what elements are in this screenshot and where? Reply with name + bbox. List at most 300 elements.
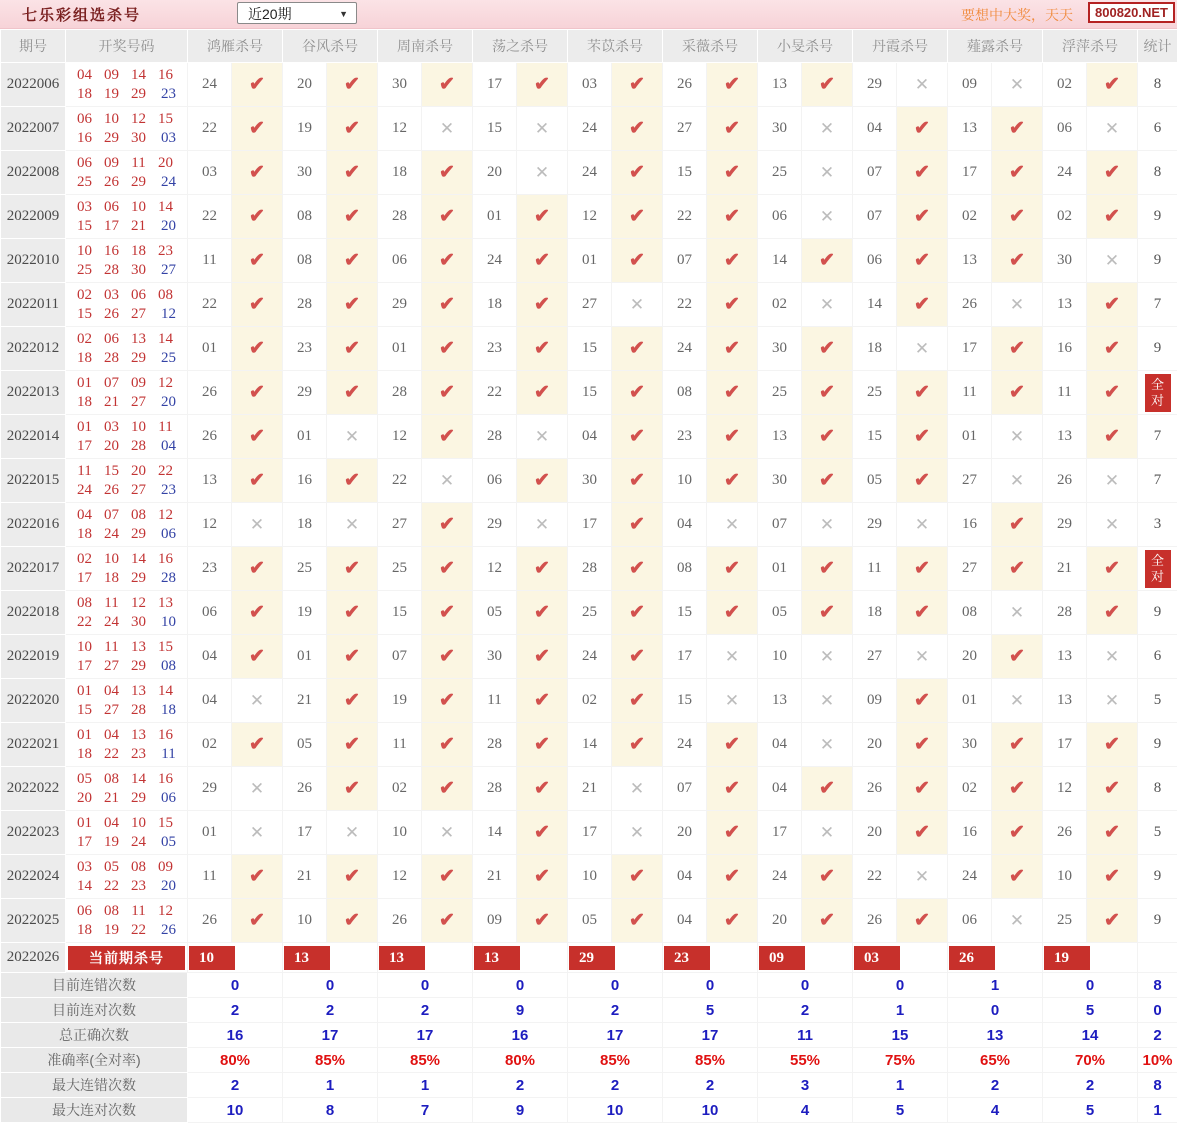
kill-mark-cell [612,679,663,723]
draw-number: 08 [98,902,125,921]
check-icon: ✔ [344,250,360,271]
page-title: 七乐彩组选杀号 [22,4,141,25]
summary-row [1,1073,1177,1098]
kill-number-cell: 17 [758,811,802,855]
period-range-value: 近20期 [248,6,292,22]
summary-label: 目前连错次数 [1,973,188,998]
table-row [1,283,1177,327]
kill-number-cell: 28 [378,371,422,415]
kill-number-cell: 20 [853,723,897,767]
draw-line-1 [71,418,182,437]
site-badge[interactable]: 800820.NET [1088,2,1175,23]
draw-number: 04 [71,66,98,85]
kill-number-cell: 01 [283,635,327,679]
kill-mark-cell [422,811,473,855]
kill-mark-cell [802,459,853,503]
kill-mark-cell [517,195,568,239]
kill-number-cell: 13 [758,679,802,723]
kill-number-cell: 09 [473,899,517,943]
kill-number-cell: 17 [473,63,517,107]
cross-icon: ✕ [820,207,834,226]
kill-mark-cell [232,899,283,943]
summary-value: 7 [378,1098,473,1123]
kill-mark-cell [802,195,853,239]
draw-numbers-cell [66,195,188,239]
summary-value: 8 [283,1098,378,1123]
draw-number: 23 [125,745,152,764]
kill-mark-cell [1087,547,1138,591]
cross-icon: ✕ [345,515,359,534]
check-icon: ✔ [534,250,550,271]
draw-number: 17 [71,437,98,456]
summary-value: 55% [758,1048,853,1073]
draw-line-2 [71,569,182,588]
draw-line-2 [71,613,182,632]
check-icon: ✔ [629,118,645,139]
draw-number: 29 [125,173,152,192]
special-number: 03 [155,129,182,148]
check-icon: ✔ [439,558,455,579]
kill-number-cell: 29 [378,283,422,327]
draw-number: 15 [152,638,179,657]
kill-number-cell: 07 [378,635,422,679]
special-number: 24 [155,173,182,192]
kill-number-cell: 29 [473,503,517,547]
kill-mark-cell [992,723,1043,767]
kill-mark-cell [802,63,853,107]
kill-mark-cell [327,855,378,899]
draw-number: 14 [71,877,98,896]
kill-number-cell: 29 [188,767,232,811]
kill-mark-cell [897,723,948,767]
draw-line-1 [71,726,182,745]
kill-mark-cell [897,635,948,679]
kill-table [0,29,1177,1123]
kill-mark-cell [897,151,948,195]
check-icon: ✔ [724,74,740,95]
kill-number-cell: 23 [283,327,327,371]
stat-cell: 9 [1138,899,1177,943]
kill-number-cell: 26 [853,767,897,811]
check-icon: ✔ [1104,778,1120,799]
draw-number: 29 [125,789,152,808]
kill-mark-cell [422,151,473,195]
stat-cell: 3 [1138,503,1177,547]
kill-mark-cell [992,635,1043,679]
kill-number-cell: 25 [758,151,802,195]
check-icon: ✔ [344,602,360,623]
kill-mark-cell [802,283,853,327]
kill-mark-cell [1087,239,1138,283]
kill-mark-cell [992,679,1043,723]
check-icon: ✔ [439,162,455,183]
summary-value: 2 [283,998,378,1023]
current-kill-cell [378,943,473,973]
check-icon: ✔ [914,426,930,447]
kill-mark-cell [707,811,758,855]
period-cell: 2022014 [1,415,66,459]
draw-number: 18 [71,85,98,104]
kill-mark-cell [992,767,1043,811]
special-number: 26 [155,921,182,940]
kill-mark-cell [897,811,948,855]
kill-number-cell: 20 [663,811,707,855]
cross-icon: ✕ [1010,471,1024,490]
draw-line-1 [71,462,182,481]
check-icon: ✔ [534,822,550,843]
summary-stat: 8 [1138,1073,1177,1098]
check-icon: ✔ [629,426,645,447]
kill-mark-cell [232,415,283,459]
kill-mark-cell [422,899,473,943]
draw-number: 09 [152,858,179,877]
kill-mark-cell [897,503,948,547]
kill-mark-cell [612,503,663,547]
draw-number: 18 [71,393,98,412]
kill-number-cell: 25 [1043,899,1087,943]
draw-numbers-cell [66,811,188,855]
kill-number-cell: 14 [473,811,517,855]
kill-mark-cell [707,107,758,151]
kill-mark-cell [992,63,1043,107]
kill-number-cell: 19 [283,107,327,151]
period-cell: 2022008 [1,151,66,195]
kill-number-cell: 29 [853,63,897,107]
draw-number: 27 [98,657,125,676]
summary-value: 1 [378,1073,473,1098]
draw-line-1 [71,506,182,525]
draw-numbers-cell [66,503,188,547]
period-cell: 2022017 [1,547,66,591]
draw-line-2 [71,833,182,852]
draw-number: 08 [71,594,98,613]
kill-number-cell: 18 [283,503,327,547]
period-cell: 2022020 [1,679,66,723]
kill-number-cell: 27 [568,283,612,327]
period-cell: 2022018 [1,591,66,635]
draw-number: 26 [98,173,125,192]
kill-mark-cell [232,547,283,591]
kill-number-cell: 07 [758,503,802,547]
draw-number: 21 [125,217,152,236]
kill-mark-cell [422,283,473,327]
draw-number: 28 [98,261,125,280]
draw-line-2 [71,745,182,764]
draw-number: 13 [152,594,179,613]
check-icon: ✔ [1009,734,1025,755]
kill-number-cell: 10 [1043,855,1087,899]
current-kill-cell [568,943,663,973]
kill-mark-cell [802,767,853,811]
summary-value: 0 [568,973,663,998]
kill-number-cell: 11 [948,371,992,415]
draw-numbers-cell [66,767,188,811]
kill-mark-cell [422,547,473,591]
draw-line-1 [71,594,182,613]
kill-mark-cell [612,371,663,415]
kill-mark-cell [327,459,378,503]
summary-row [1,1098,1177,1123]
check-icon: ✔ [439,778,455,799]
draw-number: 02 [71,286,98,305]
kill-mark-cell [517,503,568,547]
column-header: 统计 [1138,30,1177,63]
check-icon: ✔ [534,74,550,95]
period-range-select[interactable] [237,2,357,24]
cross-icon: ✕ [725,515,739,534]
draw-line-1 [71,682,182,701]
cross-icon: ✕ [1105,251,1119,270]
cross-icon: ✕ [630,823,644,842]
kill-number-cell: 16 [948,503,992,547]
draw-number: 01 [71,682,98,701]
special-number: 06 [155,789,182,808]
kill-number-cell: 02 [948,195,992,239]
check-icon: ✔ [914,822,930,843]
table-row [1,723,1177,767]
special-number: 20 [155,877,182,896]
check-icon: ✔ [1009,514,1025,535]
cross-icon: ✕ [1105,691,1119,710]
kill-number-cell: 04 [758,767,802,811]
kill-mark-cell [1087,899,1138,943]
kill-number-cell: 10 [568,855,612,899]
check-icon: ✔ [439,514,455,535]
draw-line-2 [71,701,182,720]
stat-cell: 8 [1138,151,1177,195]
kill-number-cell: 15 [568,327,612,371]
draw-numbers-cell [66,107,188,151]
current-kill-cell [1043,943,1138,973]
kill-number-cell: 18 [473,283,517,327]
kill-number-cell: 19 [283,591,327,635]
kill-mark-cell [1087,811,1138,855]
draw-numbers-cell [66,459,188,503]
check-icon: ✔ [819,74,835,95]
check-icon: ✔ [629,74,645,95]
kill-mark-cell [707,679,758,723]
cross-icon: ✕ [1010,603,1024,622]
kill-number-cell: 20 [758,899,802,943]
cross-icon: ✕ [250,823,264,842]
kill-mark-cell [327,107,378,151]
stat-cell: 9 [1138,855,1177,899]
table-row [1,811,1177,855]
kill-mark-cell [707,239,758,283]
period-cell: 2022016 [1,503,66,547]
kill-number-cell: 21 [1043,547,1087,591]
draw-line-2 [71,437,182,456]
check-icon: ✔ [629,382,645,403]
kill-number-cell: 28 [283,283,327,327]
kill-number-cell: 13 [948,107,992,151]
kill-mark-cell [232,635,283,679]
kill-number-cell: 11 [1043,371,1087,415]
kill-mark-cell [897,63,948,107]
summary-value: 17 [378,1023,473,1048]
summary-value: 3 [758,1073,853,1098]
kill-mark-cell [517,283,568,327]
check-icon: ✔ [344,470,360,491]
draw-number: 04 [98,726,125,745]
kill-number-cell: 28 [1043,591,1087,635]
stat-cell: 9 [1138,327,1177,371]
kill-mark-cell [707,283,758,327]
kill-mark-cell [1087,591,1138,635]
summary-value: 0 [1043,973,1138,998]
table-row [1,547,1177,591]
check-icon: ✔ [914,206,930,227]
check-icon: ✔ [344,74,360,95]
draw-number: 24 [125,833,152,852]
check-icon: ✔ [914,382,930,403]
cross-icon: ✕ [820,691,834,710]
draw-number: 04 [98,814,125,833]
kill-mark-cell [232,151,283,195]
kill-mark-cell [517,151,568,195]
kill-number-cell: 13 [1043,283,1087,327]
kill-number-cell: 26 [188,415,232,459]
kill-number-cell: 28 [473,415,517,459]
draw-line-2 [71,789,182,808]
summary-value: 2 [188,1073,283,1098]
check-icon: ✔ [249,910,265,931]
kill-mark-cell [992,195,1043,239]
kill-mark-cell [232,283,283,327]
kill-number-cell: 26 [283,767,327,811]
current-period-row [1,943,1177,973]
kill-number-cell: 15 [378,591,422,635]
kill-number-cell: 20 [948,635,992,679]
kill-mark-cell [232,459,283,503]
kill-number-cell: 14 [568,723,612,767]
draw-number: 16 [152,66,179,85]
kill-mark-cell [992,239,1043,283]
kill-mark-cell [1087,459,1138,503]
draw-line-1 [71,198,182,217]
summary-value: 2 [948,1073,1043,1098]
kill-number-cell: 20 [473,151,517,195]
check-icon: ✔ [1009,646,1025,667]
column-header: 薤露杀号 [948,30,1043,63]
header-row [1,30,1177,63]
kill-number-cell: 08 [948,591,992,635]
kill-mark-cell [707,547,758,591]
kill-mark-cell [802,855,853,899]
period-cell: 2022025 [1,899,66,943]
kill-number-cell: 25 [568,591,612,635]
kill-number-cell: 22 [663,283,707,327]
draw-number: 22 [98,745,125,764]
promo-text: 要想中大奖，天天 [961,5,1073,25]
check-icon: ✔ [914,250,930,271]
kill-mark-cell [422,63,473,107]
draw-number: 07 [98,506,125,525]
draw-number: 08 [125,506,152,525]
kill-mark-cell [897,679,948,723]
kill-number-cell: 21 [473,855,517,899]
draw-number: 26 [98,305,125,324]
all-correct-char: 对 [1145,569,1171,585]
summary-value: 2 [378,998,473,1023]
check-icon: ✔ [724,470,740,491]
draw-number: 14 [125,770,152,789]
kill-number-cell: 10 [758,635,802,679]
kill-mark-cell [327,63,378,107]
draw-numbers-cell [66,855,188,899]
table-row [1,591,1177,635]
period-cell: 2022023 [1,811,66,855]
draw-number: 15 [71,701,98,720]
kill-number-cell: 10 [378,811,422,855]
check-icon: ✔ [439,74,455,95]
kill-number-cell: 22 [378,459,422,503]
kill-mark-cell [327,151,378,195]
cross-icon: ✕ [1010,75,1024,94]
period-cell: 2022022 [1,767,66,811]
kill-mark-cell [707,591,758,635]
summary-value: 2 [188,998,283,1023]
kill-number-cell: 27 [378,503,422,547]
cross-icon: ✕ [1105,647,1119,666]
kill-mark-cell [517,679,568,723]
draw-number: 05 [98,858,125,877]
draw-line-1 [71,66,182,85]
table-body [1,63,1177,1123]
kill-mark-cell [802,679,853,723]
draw-number: 22 [152,462,179,481]
check-icon: ✔ [1104,426,1120,447]
current-kill-cell [758,943,853,973]
kill-number-cell: 17 [283,811,327,855]
kill-mark-cell [612,327,663,371]
kill-number-cell: 11 [378,723,422,767]
column-header: 浮萍杀号 [1043,30,1138,63]
draw-number: 14 [152,682,179,701]
kill-number-cell: 22 [663,195,707,239]
kill-number-cell: 06 [758,195,802,239]
draw-number: 17 [98,217,125,236]
table-row [1,371,1177,415]
kill-mark-cell [422,459,473,503]
draw-number: 11 [98,638,125,657]
check-icon: ✔ [249,74,265,95]
check-icon: ✔ [439,602,455,623]
kill-mark-cell [612,855,663,899]
check-icon: ✔ [629,470,645,491]
kill-number-cell: 26 [188,371,232,415]
summary-row [1,1023,1177,1048]
draw-number: 03 [71,198,98,217]
table-row [1,239,1177,283]
check-icon: ✔ [439,250,455,271]
cross-icon: ✕ [440,823,454,842]
draw-number: 10 [98,110,125,129]
check-icon: ✔ [344,382,360,403]
summary-value: 16 [188,1023,283,1048]
kill-mark-cell [517,547,568,591]
kill-number-cell: 29 [1043,503,1087,547]
kill-mark-cell [232,107,283,151]
kill-mark-cell [992,591,1043,635]
check-icon: ✔ [629,514,645,535]
draw-number: 14 [152,198,179,217]
draw-number: 25 [71,173,98,192]
kill-mark-cell [612,151,663,195]
kill-mark-cell [422,679,473,723]
check-icon: ✔ [819,778,835,799]
draw-number: 09 [98,154,125,173]
